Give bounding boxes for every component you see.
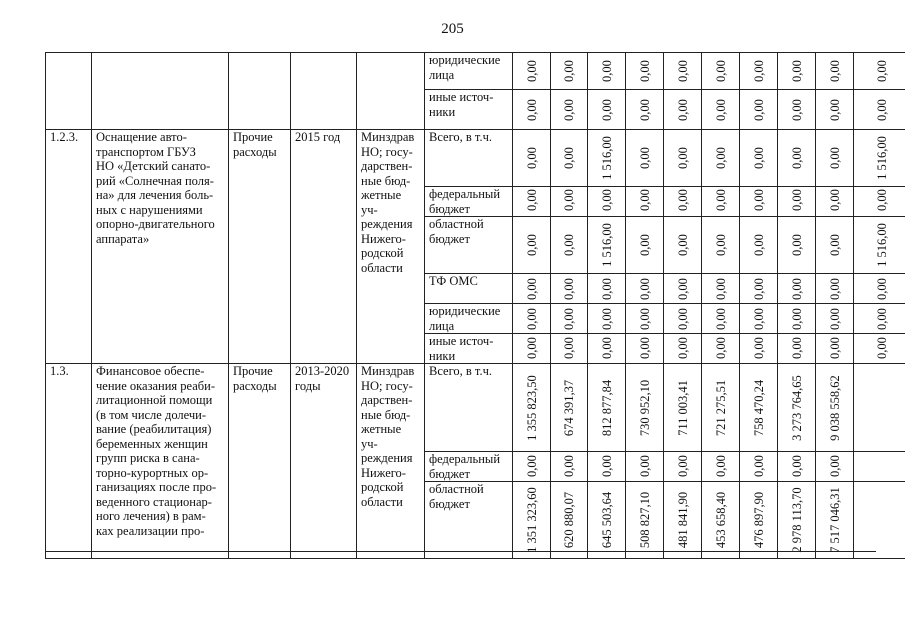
amount-cell [702,304,740,334]
amount-value: 758 470,24 [751,379,766,436]
expense-type-cell [229,53,291,130]
amount-value: 476 897,90 [751,491,766,549]
amount-cell [588,217,626,274]
item-code-cell: 1.3. [46,364,92,559]
amount-cell [588,452,626,482]
item-name-cell [92,53,229,130]
amount-value: 0,00 [524,307,539,330]
amount-cell [702,274,740,304]
amount-cell [854,187,905,217]
amount-cell [854,53,905,90]
amount-cell [664,304,702,334]
amount-value: 0,00 [713,98,728,121]
period-cell [291,53,357,130]
amount-value: 0,00 [561,60,576,82]
amount-cell [816,334,854,364]
amount-cell [740,130,778,187]
amount-cell [854,274,905,304]
funding-source-cell: юридические лица [425,53,513,90]
amount-value: 0,00 [751,454,766,477]
amount-cell [778,217,816,274]
amount-cell [513,90,551,130]
amount-cell [551,53,588,90]
amount-value: 0,00 [599,60,614,82]
amount-value: 0,00 [713,60,728,82]
amount-value: 0,00 [751,307,766,330]
amount-cell [513,274,551,304]
amount-value: 0,00 [561,307,576,330]
amount-value: 0,00 [789,336,804,359]
amount-cell [740,217,778,274]
amount-cell [816,217,854,274]
amount-cell [854,334,905,364]
amount-value: 0,00 [751,60,766,82]
amount-cell [702,334,740,364]
amount-value: 620 880,07 [561,491,576,549]
amount-value: 0,00 [675,189,690,211]
amount-cell [702,452,740,482]
executor-cell [357,53,425,130]
amount-cell [513,53,551,90]
amount-cell [740,274,778,304]
amount-value: 0,00 [827,307,842,330]
amount-cell [626,130,664,187]
amount-cell [854,130,905,187]
amount-cell [816,274,854,304]
amount-value: 0,00 [827,189,842,211]
amount-value: 0,00 [675,60,690,82]
amount-value: 0,00 [789,454,804,477]
amount-cell [816,130,854,187]
amount-cell [513,482,551,559]
amount-cell [816,364,854,452]
amount-cell [551,90,588,130]
amount-value: 0,00 [637,277,652,300]
amount-cell [551,130,588,187]
item-name-cell: Оснащение авто- транспортом ГБУЗ НО «Детский санато- рий «Солнечная поля- на» для лечения боль- ных с нарушениями опорно-двигательного аппарата» [92,130,229,364]
amount-value: 0,00 [751,277,766,300]
amount-value: 0,00 [827,98,842,121]
funding-source-cell: федеральный бюджет [425,452,513,482]
amount-cell [740,482,778,559]
amount-cell [854,217,905,274]
amount-cell [702,90,740,130]
amount-cell [740,334,778,364]
amount-value: 0,00 [713,147,728,169]
amount-cell [778,53,816,90]
amount-value: 0,00 [524,336,539,359]
amount-value: 0,00 [789,98,804,121]
amount-value: 0,00 [524,147,539,169]
amount-value: 0,00 [675,336,690,359]
amount-value: 812 877,84 [599,379,614,436]
amount-value: 0,00 [789,147,804,169]
amount-value: 0,00 [874,277,889,300]
amount-cell [778,274,816,304]
funding-source-cell: иные источ- ники [425,90,513,130]
amount-value: 0,00 [789,189,804,211]
amount-cell [626,452,664,482]
amount-cell [664,482,702,559]
amount-value: 0,00 [561,454,576,477]
amount-value: 7 517 046,31 [827,487,842,553]
amount-cell [588,187,626,217]
amount-cell [778,130,816,187]
amount-value: 0,00 [637,307,652,330]
amount-cell [626,53,664,90]
amount-value: 0,00 [874,189,889,211]
amount-value: 730 952,10 [637,379,652,436]
amount-cell [740,53,778,90]
amount-value: 3 273 764,65 [789,374,804,441]
amount-value: 0,00 [751,189,766,211]
amount-value: 0,00 [751,234,766,256]
amount-value: 0,00 [675,307,690,330]
funding-source-cell: ТФ ОМС [425,274,513,304]
amount-value: 0,00 [827,234,842,256]
amount-value: 0,00 [675,147,690,169]
amount-value: 0,00 [874,98,889,121]
amount-cell [551,304,588,334]
amount-value: 0,00 [524,98,539,121]
amount-cell [588,53,626,90]
period-cell: 2015 год [291,130,357,364]
amount-cell [626,364,664,452]
amount-cell [626,217,664,274]
amount-value: 0,00 [789,60,804,82]
amount-value: 0,00 [713,454,728,477]
amount-cell [816,187,854,217]
item-code-cell [46,53,92,130]
page-number: 205 [441,21,464,37]
amount-cell [702,217,740,274]
funding-source-cell: Всего, в т.ч. [425,364,513,452]
amount-cell [588,274,626,304]
amount-cell [551,217,588,274]
amount-cell [551,364,588,452]
expense-type-cell: Прочие расходы [229,130,291,364]
amount-value: 721 275,51 [713,379,728,436]
amount-cell [702,482,740,559]
executor-cell: Минздрав НО; госу- дарствен- ные бюд- жетные уч- реждения Нижего- родской области [357,364,425,559]
amount-cell [513,452,551,482]
period-cell: 2013-2020 годы [291,364,357,559]
amount-value: 0,00 [675,234,690,256]
amount-value: 1 351 323,60 [524,487,539,553]
amount-value: 0,00 [874,307,889,330]
amount-cell [513,217,551,274]
amount-value: 0,00 [713,336,728,359]
amount-value: 0,00 [789,234,804,256]
amount-cell [854,452,905,482]
amount-value: 0,00 [751,336,766,359]
amount-cell [816,482,854,559]
amount-value: 0,00 [675,277,690,300]
expense-type-cell: Прочие расходы [229,364,291,559]
amount-value: 0,00 [675,98,690,121]
amount-cell [816,304,854,334]
amount-cell [740,364,778,452]
amount-value: 0,00 [599,336,614,359]
amount-value: 0,00 [524,454,539,477]
amount-value: 0,00 [827,336,842,359]
amount-cell [513,364,551,452]
table-bottom-rule [45,551,876,552]
amount-cell [551,482,588,559]
amount-value: 0,00 [713,307,728,330]
amount-value: 645 503,64 [599,491,614,549]
amount-cell [626,334,664,364]
amount-value: 0,00 [713,189,728,211]
amount-cell [664,130,702,187]
amount-cell [854,364,905,452]
amount-value: 0,00 [524,277,539,300]
amount-value: 453 658,40 [713,491,728,549]
amount-cell [664,274,702,304]
funding-source-cell: Всего, в т.ч. [425,130,513,187]
amount-cell [816,452,854,482]
amount-cell [702,53,740,90]
amount-cell [740,452,778,482]
amount-cell [626,90,664,130]
amount-value: 0,00 [561,147,576,169]
amount-cell [740,304,778,334]
amount-value: 0,00 [561,234,576,256]
amount-value: 1 516,00 [874,136,889,180]
amount-cell [588,130,626,187]
amount-value: 0,00 [713,234,728,256]
amount-cell [778,304,816,334]
amount-cell [588,482,626,559]
amount-cell [513,304,551,334]
amount-value: 481 841,90 [675,491,690,549]
funding-source-cell: областной бюджет [425,482,513,559]
amount-cell [588,364,626,452]
amount-value: 0,00 [751,147,766,169]
amount-value: 0,00 [637,60,652,82]
amount-value: 711 003,41 [675,379,690,436]
funding-source-cell: иные источ- ники [425,334,513,364]
amount-value: 0,00 [599,307,614,330]
amount-cell [664,90,702,130]
amount-cell [664,452,702,482]
amount-cell [702,364,740,452]
executor-cell: Минздрав НО; госу- дарствен- ные бюд- жетные уч- реждения Нижего- родской области [357,130,425,364]
amount-value: 1 516,00 [599,223,614,267]
amount-cell [626,304,664,334]
amount-cell [551,187,588,217]
amount-value: 0,00 [637,189,652,211]
amount-value: 0,00 [561,277,576,300]
amount-cell [626,482,664,559]
amount-value: 0,00 [524,60,539,82]
item-code-cell: 1.2.3. [46,130,92,364]
amount-value: 9 038 558,62 [827,374,842,441]
funding-source-cell: областной бюджет [425,217,513,274]
amount-cell [778,452,816,482]
amount-value: 0,00 [713,277,728,300]
amount-cell [740,90,778,130]
amount-cell [513,130,551,187]
amount-cell [854,90,905,130]
amount-value: 0,00 [751,98,766,121]
amount-value: 0,00 [524,234,539,256]
amount-value: 0,00 [637,336,652,359]
amount-value: 0,00 [561,189,576,211]
amount-value: 0,00 [599,277,614,300]
amount-value: 0,00 [637,234,652,256]
funding-source-cell: федеральный бюджет [425,187,513,217]
amount-value: 0,00 [827,454,842,477]
amount-value: 0,00 [675,454,690,477]
amount-cell [626,187,664,217]
amount-value: 1 355 823,50 [524,374,539,441]
amount-value: 0,00 [599,98,614,121]
amount-value: 0,00 [637,147,652,169]
amount-cell [513,334,551,364]
amount-value: 0,00 [874,336,889,359]
amount-cell [778,482,816,559]
amount-value: 0,00 [599,189,614,211]
amount-cell [740,187,778,217]
amount-cell [588,90,626,130]
amount-value: 2 978 113,70 [789,487,804,553]
item-name-cell: Финансовое обеспе- чение оказания реаби- литационной помощи (в том числе долечи- вание (реабилитация) беременных женщин групп риска в сана- торно-курортных ор- ганизациях после про- веденного стационар- ного лечения) в рам- ках реализации про- [92,364,229,559]
amount-value: 0,00 [789,307,804,330]
amount-cell [854,482,905,559]
amount-cell [854,304,905,334]
table-row [46,130,905,187]
amount-cell [778,90,816,130]
amount-value: 508 827,10 [637,491,652,549]
amount-cell [664,187,702,217]
table-row [46,53,905,90]
amount-cell [588,334,626,364]
amount-value: 0,00 [524,189,539,211]
amount-cell [513,187,551,217]
amount-cell [778,187,816,217]
amount-cell [702,130,740,187]
amount-cell [816,90,854,130]
amount-cell [664,53,702,90]
amount-cell [551,334,588,364]
amount-cell [551,452,588,482]
amount-value: 0,00 [827,60,842,82]
funding-source-cell: юридические лица [425,304,513,334]
amount-cell [551,274,588,304]
amount-value: 674 391,37 [561,379,576,436]
budget-table [45,52,905,559]
amount-cell [626,274,664,304]
amount-cell [664,217,702,274]
amount-cell [778,334,816,364]
amount-value: 0,00 [637,454,652,477]
amount-value: 0,00 [561,336,576,359]
amount-value: 0,00 [789,277,804,300]
table-row [46,364,905,452]
amount-cell [664,334,702,364]
amount-value: 0,00 [561,98,576,121]
amount-value: 0,00 [599,454,614,477]
amount-value: 0,00 [637,98,652,121]
amount-cell [664,364,702,452]
amount-value: 1 516,00 [874,223,889,267]
amount-value: 1 516,00 [599,136,614,180]
amount-cell [588,304,626,334]
amount-value: 0,00 [874,60,889,82]
amount-cell [778,364,816,452]
amount-value: 0,00 [827,147,842,169]
amount-cell [702,187,740,217]
amount-cell [816,53,854,90]
amount-value: 0,00 [827,277,842,300]
